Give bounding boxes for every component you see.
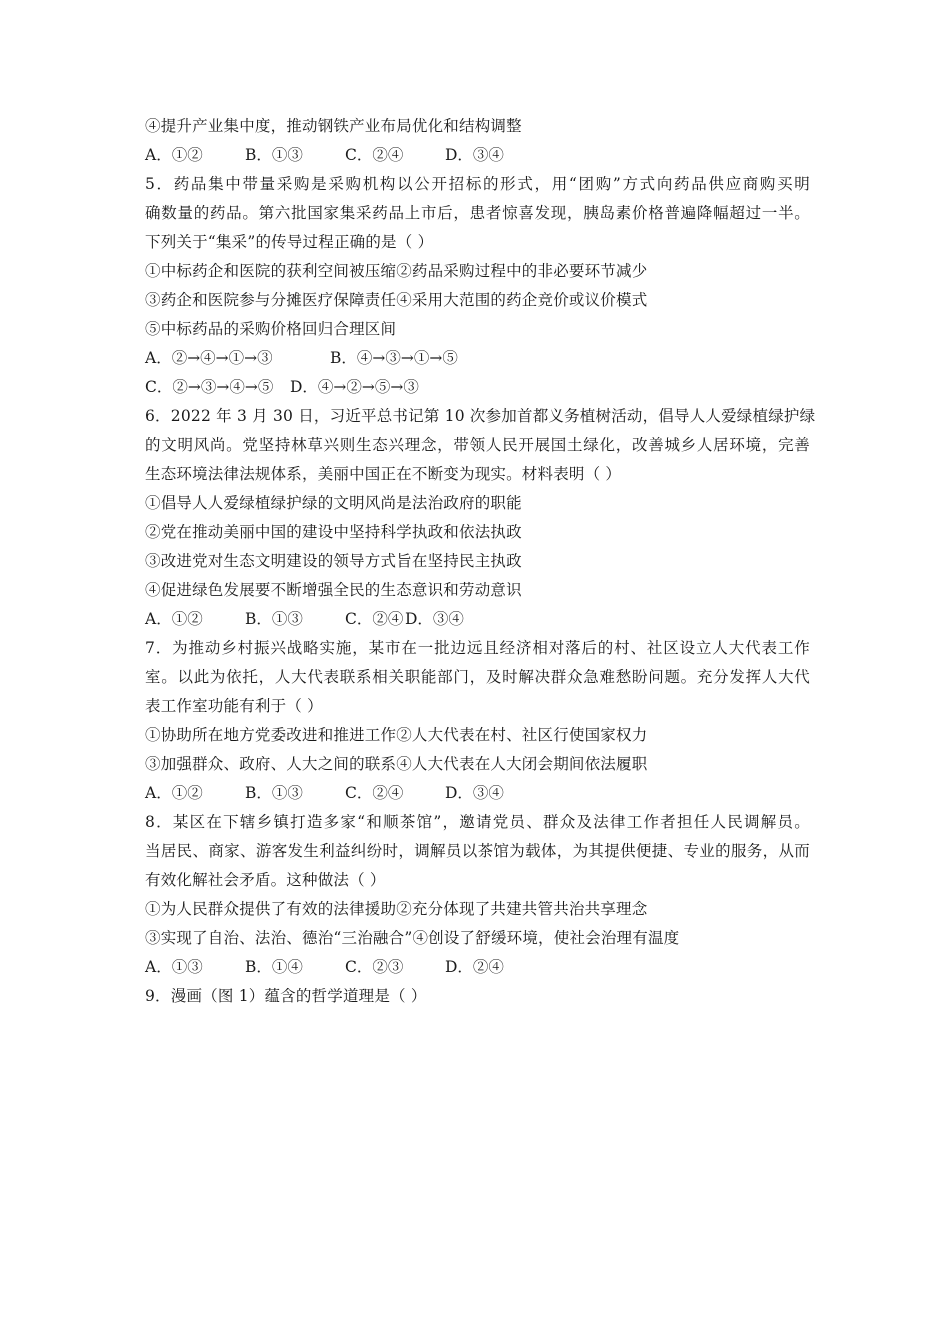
exam-page: [145, 112, 816, 1011]
q5-option-b: B．④→③→①→⑤: [330, 349, 458, 367]
q5-item-5: ⑤中标药品的采购价格回归合理区间: [145, 320, 397, 338]
q5-option-a: A．②→④→①→③: [145, 349, 273, 367]
q6-stem-line-3: 生态环境法律法规体系，美丽中国正在不断变为现实。材料表明（ ）: [145, 465, 622, 483]
q8-item-1-2: ①为人民群众提供了有效的法律援助②充分体现了共建共管共治共享理念: [145, 900, 648, 918]
q8-options: [145, 953, 810, 982]
q4-option-d: D．③④: [445, 146, 504, 164]
q6-option-d: D．③④: [405, 610, 464, 628]
q5-stem-line-1: 5．药品集中带量采购是采购机构以公开招标的形式，用“团购”方式向药品供应商购买明: [145, 175, 810, 193]
q6-item-2: ②党在推动美丽中国的建设中坚持科学执政和依法执政: [145, 523, 522, 541]
q5-item-1-2: ①中标药企和医院的获利空间被压缩②药品采购过程中的非必要环节减少: [145, 262, 648, 280]
q8-option-d: D．②④: [445, 958, 504, 976]
q8-option-a: A．①③: [145, 958, 203, 976]
q6-option-b: B．①③: [245, 610, 303, 628]
q7-option-c: C．②④: [345, 784, 404, 802]
q5-option-d: D．④→②→⑤→③: [290, 378, 419, 396]
q6-item-1: ①倡导人人爱绿植绿护绿的文明风尚是法治政府的职能: [145, 494, 522, 512]
q4-option-b: B．①③: [245, 146, 303, 164]
q8-stem-line-2: 当居民、商家、游客发生利益纠纷时，调解员以茶馆为载体，为其提供便捷、专业的服务，从而: [145, 842, 810, 860]
q7-stem-line-3: 表工作室功能有利于（ ）: [145, 697, 323, 715]
q5-item-3-4: ③药企和医院参与分摊医疗保障责任④采用大范围的药企竞价或议价模式: [145, 291, 648, 309]
q7-stem-line-2: 室。以此为依托，人大代表联系相关职能部门，及时解决群众急难愁盼问题。充分发挥人大代: [145, 668, 810, 686]
q5-stem-line-2: 确数量的药品。第六批国家集采药品上市后，患者惊喜发现，胰岛素价格普遍降幅超过一半。: [145, 204, 810, 222]
q5-stem-line-3: 下列关于“集采”的传导过程正确的是（ ）: [145, 233, 434, 251]
q7-item-3-4: ③加强群众、政府、人大之间的联系④人大代表在人大闭会期间依法履职: [145, 755, 648, 773]
q7-item-1-2: ①协助所在地方党委改进和推进工作②人大代表在村、社区行使国家权力: [145, 726, 648, 744]
q8-option-b: B．①④: [245, 958, 303, 976]
q7-option-a: A．①②: [145, 784, 203, 802]
q5-options-row-2: [145, 373, 810, 402]
q6-options: [145, 605, 810, 634]
q6-option-c: C．②④: [345, 610, 404, 628]
q4-option-a: A．①②: [145, 146, 203, 164]
q9-stem: 9．漫画（图 1）蕴含的哲学道理是（ ）: [145, 987, 427, 1005]
q6-item-4: ④促进绿色发展要不断增强全民的生态意识和劳动意识: [145, 581, 522, 599]
q7-options: [145, 779, 810, 808]
q6-item-3: ③改进党对生态文明建设的领导方式旨在坚持民主执政: [145, 552, 522, 570]
q5-options-row-1: [145, 344, 810, 373]
q4-item-4: ④提升产业集中度，推动钢铁产业布局优化和结构调整: [145, 117, 522, 135]
q8-stem-line-3: 有效化解社会矛盾。这种做法（ ）: [145, 871, 386, 889]
q4-option-c: C．②④: [345, 146, 404, 164]
q7-option-b: B．①③: [245, 784, 303, 802]
q4-options: [145, 141, 810, 170]
q8-stem-line-1: 8．某区在下辖乡镇打造多家“和顺茶馆”，邀请党员、群众及法律工作者担任人民调解员。: [145, 813, 810, 831]
q8-option-c: C．②③: [345, 958, 404, 976]
q6-option-a: A．①②: [145, 610, 203, 628]
q7-stem-line-1: 7．为推动乡村振兴战略实施，某市在一批边远且经济相对落后的村、社区设立人大代表工作: [145, 639, 810, 657]
q8-item-3-4: ③实现了自治、法治、德治“三治融合”④创设了舒缓环境，使社会治理有温度: [145, 929, 680, 947]
q7-option-d: D．③④: [445, 784, 504, 802]
q5-option-c: C．②→③→④→⑤: [145, 378, 274, 396]
q6-stem-line-1: 6．2022 年 3 月 30 日，习近平总书记第 10 次参加首都义务植树活动，倡导人人爱绿植绿护绿: [145, 407, 816, 425]
q6-stem-line-2: 的文明风尚。党坚持林草兴则生态兴理念，带领人民开展国土绿化，改善城乡人居环境，完善: [145, 436, 810, 454]
